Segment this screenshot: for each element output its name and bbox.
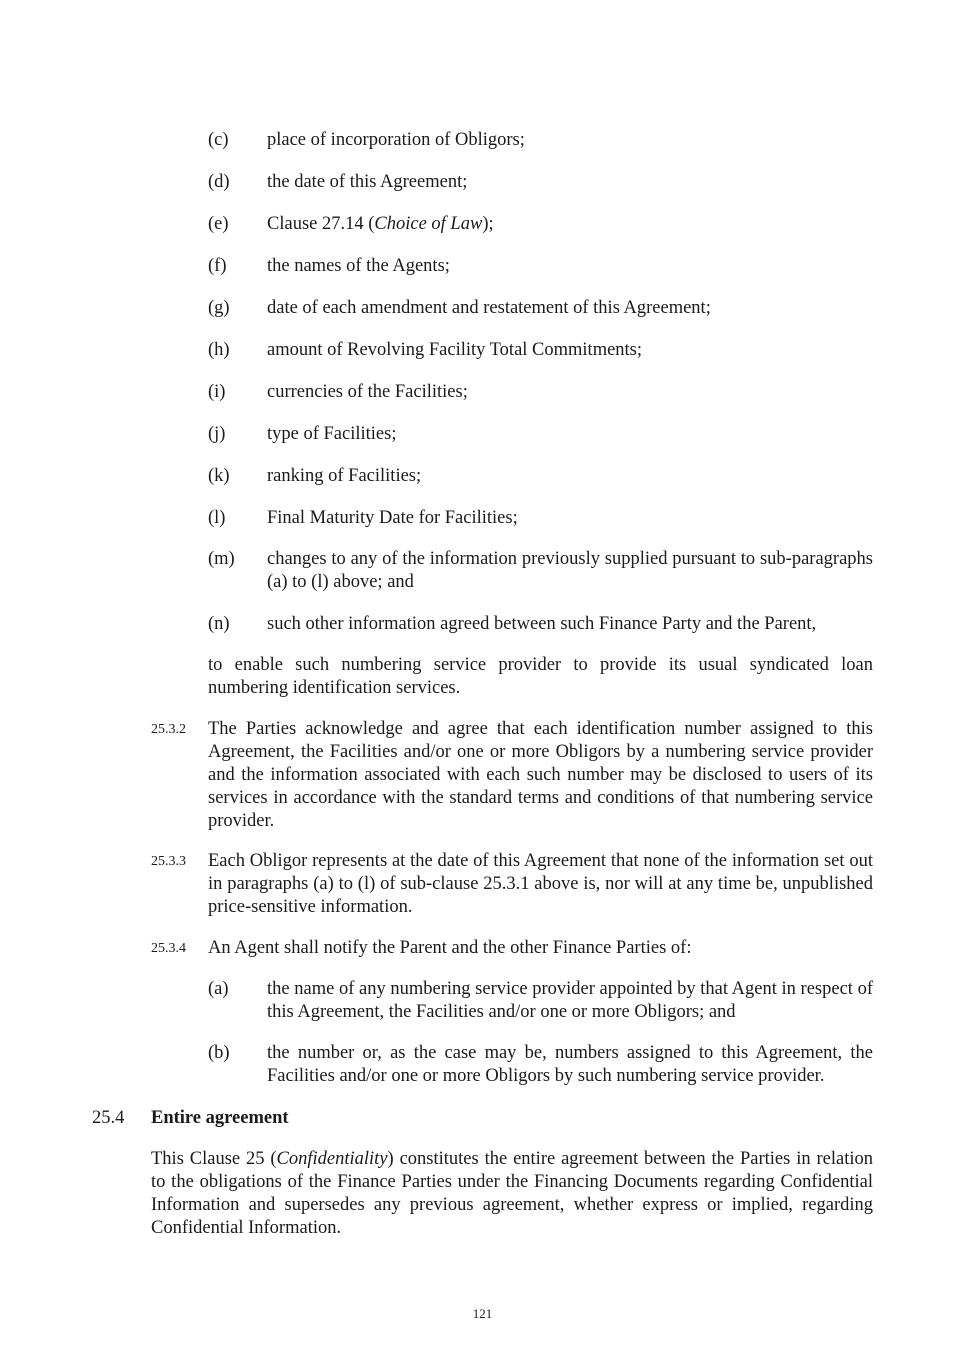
list-item-text: place of incorporation of Obligors; (267, 130, 525, 150)
list-item-text: type of Facilities; (267, 424, 397, 444)
paragraph: to enable such numbering service provider to provide its usual syndicated loan numbering identification services. (208, 655, 873, 698)
clause-number: 25.3.3 (151, 854, 186, 869)
section-paragraph: This Clause 25 (Confidentiality) constitutes the entire agreement between the Parties in relation to the obligations of the Finance Parties under the Financing Documents regarding Confidential Information and supersedes any previous agreement, whether express or implied, regarding Confidential Information. (151, 1149, 873, 1238)
list-label: (i) (208, 382, 226, 402)
clause-text: The Parties acknowledge and agree that each identification number assigned to this Agreement, the Facilities and/or one or more Obligors by a numbering service provider and the information associated with each such number may be disclosed to users of its services in accordance with the standard terms and conditions of that numbering service provider. (208, 719, 873, 831)
clause-text: Each Obligor represents at the date of this Agreement that none of the information set out in paragraphs (a) to (l) of sub-clause 25.3.1 above is, nor will at any time be, unpublished price-sensitive information. (208, 851, 873, 917)
list-item-text: Final Maturity Date for Facilities; (267, 508, 518, 528)
list-item-text: the names of the Agents; (267, 256, 450, 276)
list-label: (f) (208, 256, 227, 276)
list-label: (m) (208, 549, 235, 569)
list-label: (l) (208, 508, 226, 528)
page-number: 121 (472, 1306, 493, 1321)
clause-title-italic: Choice of Law (374, 214, 483, 234)
list-label: (j) (208, 424, 226, 444)
list-item-text: changes to any of the information previously supplied pursuant to sub-paragraphs (a) to (l) above; and (267, 549, 873, 592)
clause-number: 25.3.4 (151, 941, 186, 956)
list-item-text: Clause 27.14 (Choice of Law); (267, 214, 494, 234)
list-item-text: date of each amendment and restatement of this Agreement; (267, 298, 711, 318)
list-label: (g) (208, 298, 230, 318)
list-label: (a) (208, 979, 229, 999)
list-label: (n) (208, 614, 230, 634)
list-item-text: the date of this Agreement; (267, 172, 468, 192)
list-item-text: currencies of the Facilities; (267, 382, 468, 402)
clause-title-italic: Confidentiality (276, 1149, 388, 1169)
list-label: (h) (208, 340, 230, 360)
list-item-text: ranking of Facilities; (267, 466, 422, 486)
list-label: (d) (208, 172, 230, 192)
clause-number: 25.3.2 (151, 722, 186, 737)
list-label: (k) (208, 466, 230, 486)
clause-text: An Agent shall notify the Parent and the other Finance Parties of: (208, 938, 692, 958)
list-item-text: such other information agreed between such Finance Party and the Parent, (267, 614, 817, 634)
list-item-text: the number or, as the case may be, numbers assigned to this Agreement, the Facilities and/or one or more Obligors by such numbering service provider. (267, 1043, 873, 1086)
list-item-text: amount of Revolving Facility Total Commitments; (267, 340, 643, 360)
section-number: 25.4 (92, 1108, 125, 1128)
list-label: (b) (208, 1043, 230, 1063)
list-item-text: the name of any numbering service provider appointed by that Agent in respect of this Agreement, the Facilities and/or one or more Obligors; and (267, 979, 873, 1022)
section-heading: Entire agreement (151, 1108, 289, 1128)
list-label: (e) (208, 214, 229, 234)
list-label: (c) (208, 130, 229, 150)
